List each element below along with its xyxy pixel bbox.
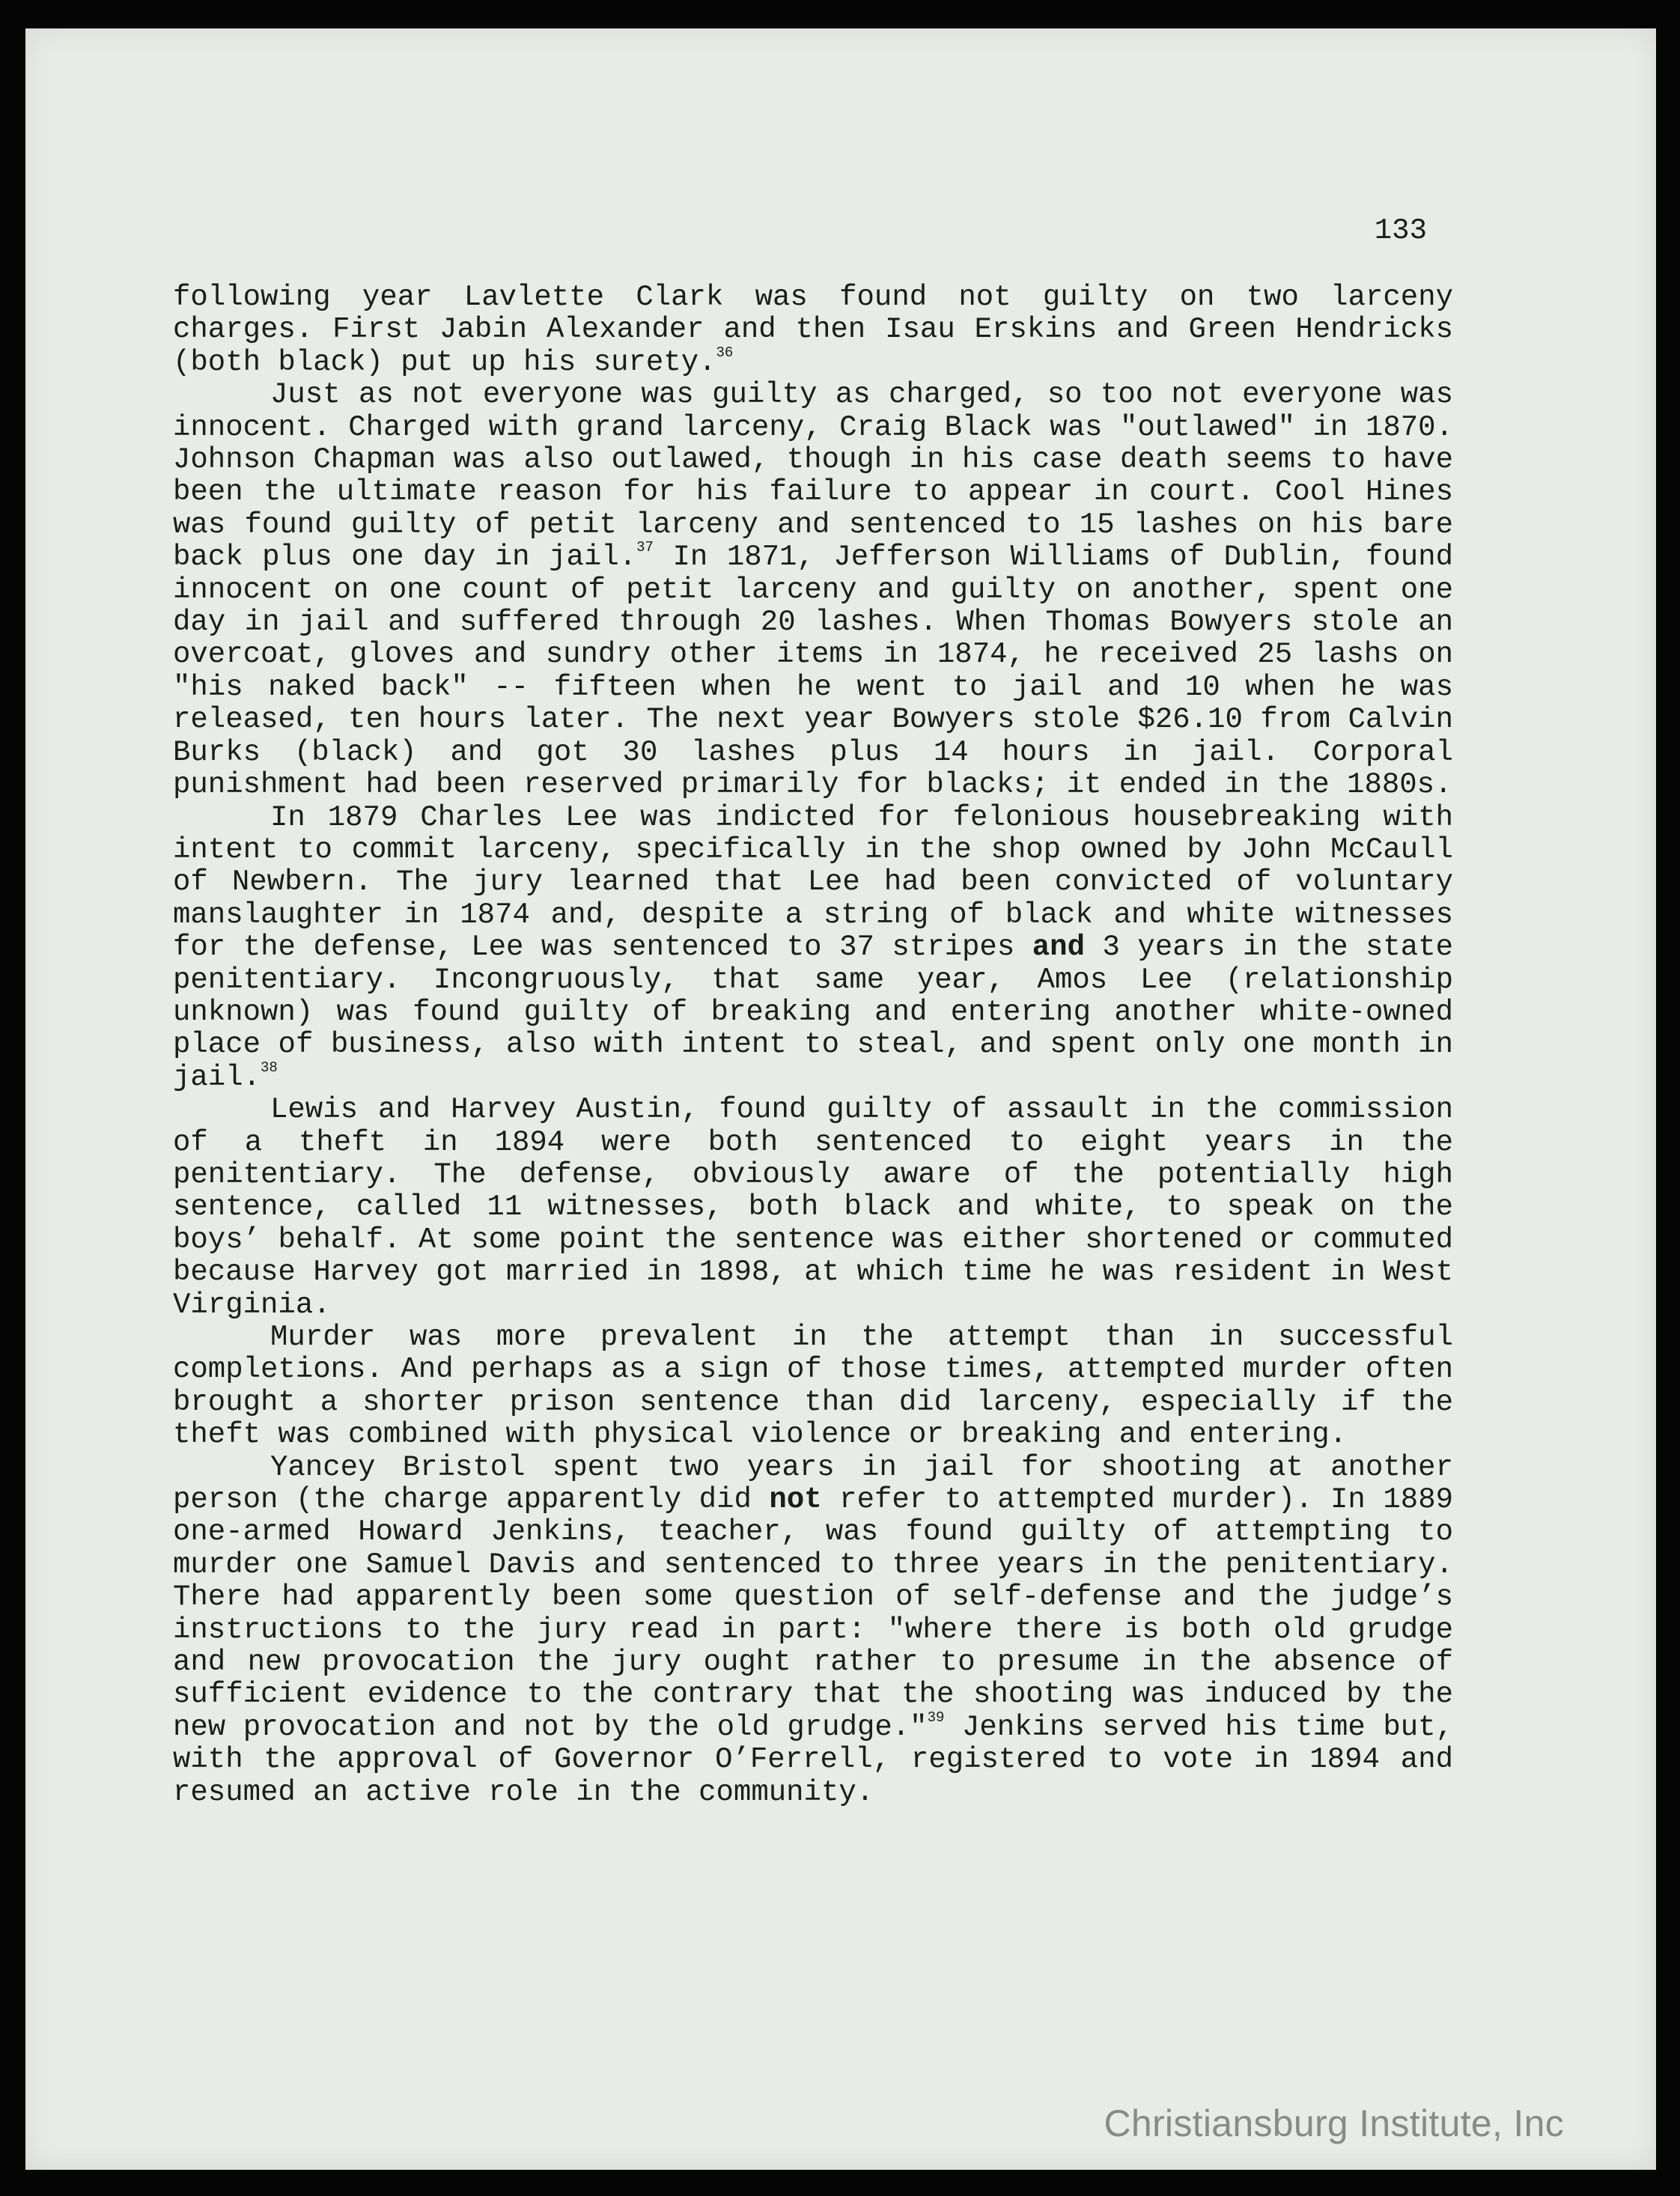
footnote-ref-39: 39	[927, 1709, 945, 1726]
body-text	[173, 282, 1453, 1809]
footnote-ref-36: 36	[716, 344, 734, 361]
paragraph-2-text-b: In 1871, Jefferson Williams of Dublin, found innocent on one count of petit larceny and guilty on another, spent one day in jail and suffered through 20 lashes. When Thomas Bowyers stole an overcoat, gloves and sundry other items in 1874, he received 25 lashs on "his naked back" -- fifteen when he went to jail and 10 when he was released, ten hours later. The next year Bowyers stole $26.10 from Calvin Burks (black) and got 30 lashes plus 14 hours in jail. Corporal punishment had been reserved primarily for blacks; it ended in the 1880s.	[173, 541, 1454, 802]
paragraph-5-text: Murder was more prevalent in the attempt than in successful completions. And perhaps as a sign of those times, attempted murder often brought a shorter prison sentence than did larceny, especially if the theft was combined with physical violence or breaking and entering.	[173, 1321, 1453, 1452]
footnote-ref-38: 38	[261, 1059, 278, 1076]
paragraph-1-text: following year Lavlette Clark was found not guilty on two larceny charges. First Jabin Alexander and then Isau Erskins and Green Hendricks (both black) put up his surety.	[173, 281, 1453, 379]
page-number: 133	[1374, 214, 1427, 247]
paragraph-2	[173, 379, 1453, 801]
document-page	[25, 28, 1656, 2170]
paragraph-6-text-b: refer to attempted murder). In 1889 one-armed Howard Jenkins, teacher, was found guilty of attempting to murder one Samuel Davis and sentenced to three years in the penitentiary. There had apparently been some question of self-defense and the judge’s instructions to the jury read in part: "where there is both old grudge and new provocation the jury ought rather to presume in the absence of sufficient evidence to the contrary that the shooting was induced by the new provocation and not by the old grudge."	[173, 1483, 1453, 1744]
paragraph-1	[173, 282, 1453, 379]
paragraph-3-text-a: In 1879 Charles Lee was indicted for felonious housebreaking with intent to commit larceny, specifically in the shop owned by John McCaull of Newbern. The jury learned that Lee had been convicted of voluntary manslaughter in 1874 and, despite a string of black and white witnesses for the defense, Lee was sentenced to 37 stripes	[173, 800, 1453, 964]
paragraph-6	[173, 1452, 1453, 1809]
paragraph-5	[173, 1321, 1453, 1452]
paragraph-4	[173, 1094, 1453, 1321]
watermark-text: Christiansburg Institute, Inc	[1104, 2102, 1564, 2144]
paragraph-3	[173, 802, 1453, 1095]
paragraph-6-bold-not: not	[769, 1483, 822, 1517]
paragraph-3-text-b: 3 years in the state penitentiary. Incongruously, that same year, Amos Lee (relationship unknown) was found guilty of breaking and entering another white-owned place of business, also with intent to steal, and spent only one month in jail.	[173, 931, 1454, 1094]
paragraph-6-text-c: Jenkins served his time but, with the approval of Governor O’Ferrell, registered to vote in 1894 and resumed an active role in the community.	[173, 1710, 1453, 1809]
footnote-ref-37: 37	[636, 539, 654, 556]
paragraph-6-text-a: Yancey Bristol spent two years in jail for shooting at another person (the charge apparently did	[173, 1450, 1453, 1517]
paragraph-2-text-a: Just as not everyone was guilty as charged, so too not everyone was innocent. Charged with grand larceny, Craig Black was "outlawed" in 1870. Johnson Chapman was also outlawed, though in his case death seems to have been the ultimate reason for his failure to appear in court. Cool Hines was found guilty of petit larceny and sentenced to 15 lashes on his bare back plus one day in jail.	[173, 378, 1453, 574]
paragraph-4-text: Lewis and Harvey Austin, found guilty of assault in the commission of a theft in 1894 were both sentenced to eight years in the penitentiary. The defense, obviously aware of the potentially high sentence, called 11 witnesses, both black and white, to speak on the boys’ behalf. At some point the sentence was either shortened or commuted because Harvey got married in 1898, at which time he was resident in West Virginia.	[173, 1093, 1453, 1321]
paragraph-3-bold-and: and	[1032, 931, 1085, 964]
